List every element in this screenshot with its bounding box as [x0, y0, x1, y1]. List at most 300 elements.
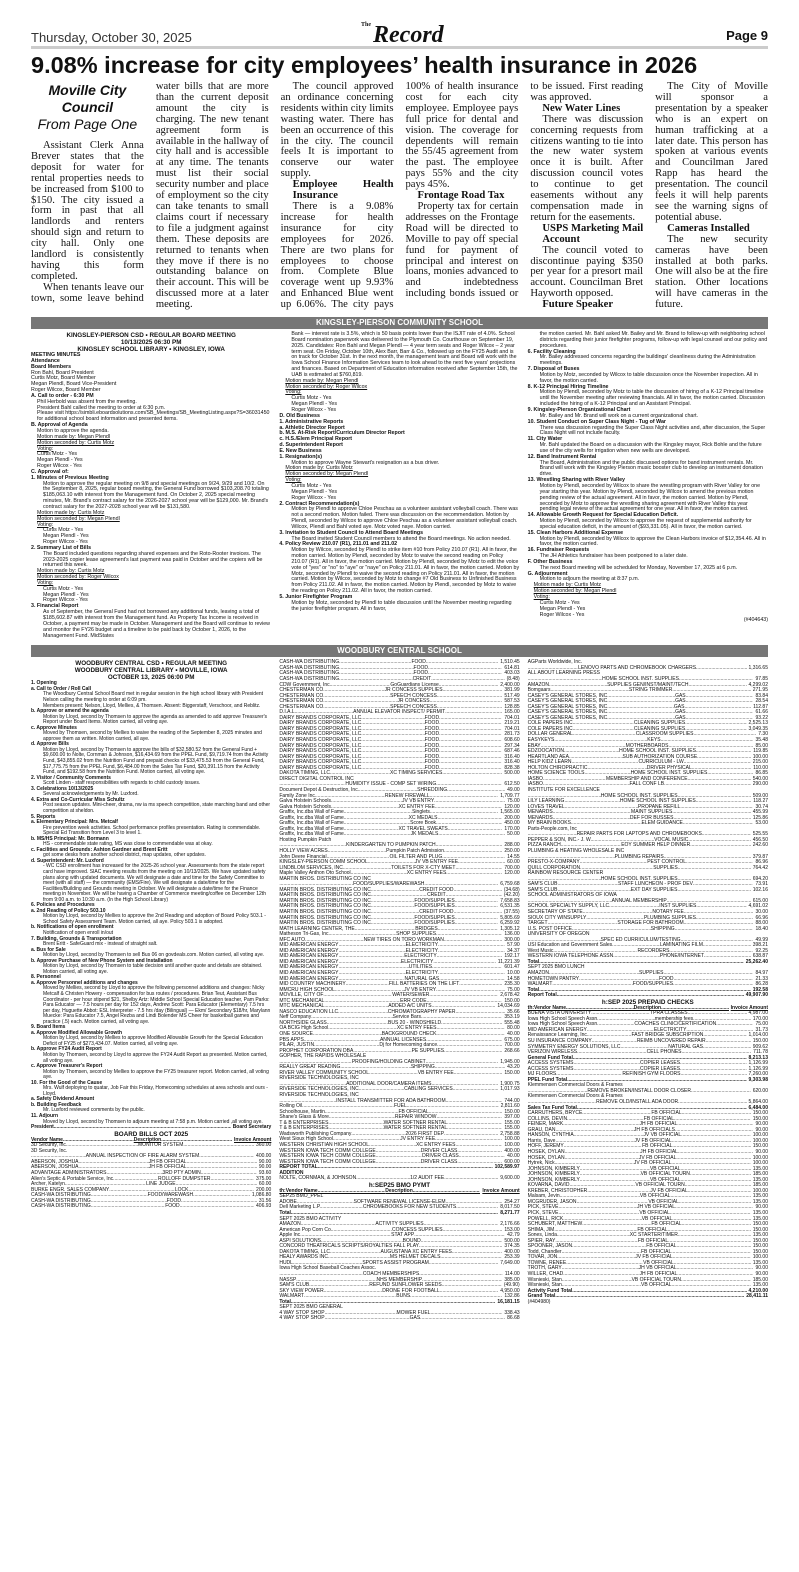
- bill-description: COPIER LEASES: [640, 1060, 681, 1067]
- notice-line: Curtis Motz - Yes: [43, 527, 84, 534]
- bill-description: SHIPPING: [410, 1064, 435, 1071]
- leader: [446, 871, 502, 877]
- bill-amount: 1,510.45: [500, 659, 520, 666]
- bill-description: KINDERGARTEN TO PUMPKIN PATCH: [346, 842, 436, 849]
- bill-description: FB OFFICIAL: [643, 1115, 675, 1122]
- vendor-name: MID COUNTRY MACHINERY: [279, 981, 346, 988]
- bill-amount: 90.00: [755, 1126, 768, 1133]
- vendor-name: th:Vendor Name: [279, 1187, 318, 1194]
- bill-amount: 150.00: [752, 1038, 768, 1045]
- bill-amount: 2,525.13: [748, 720, 768, 727]
- bill-amount: 601.47: [504, 964, 520, 971]
- vendor-name: MATH LEARNING CENTER, THE: [279, 925, 355, 932]
- notice-line: Motion by Plendl to approve Chloe Peschau as a volunteer assistant volleyball coach. There was not a second motion. Motion failed. There was discussion on the recommendation. Motion by Plendl, seconded by Wilcox to approve Chloe Peschau as a volunteer assistant volleyball coach. Wilcox, Plendl and Bahl voted aye. Motz voted naye. Motion carried.: [291, 506, 518, 530]
- notice-line: Mr. Bahl updated the Board on a discussion with the Kingsley mayor, Rick Bohle and the future use of the city wells for irrigation when new wells are developed.: [539, 442, 762, 454]
- bill-description: 1/2 AUDIT FEE: [410, 1175, 445, 1182]
- bill-amount: 102,589.97: [494, 1164, 520, 1171]
- woodbury-notice: [31, 660, 768, 1322]
- vendor-name: SYMMETRY ENERGY SOLUTIONS, LLC: [527, 1043, 621, 1050]
- bill-description: MAINT SUPPLIES: [631, 809, 673, 816]
- bill-amount: 86.96: [755, 859, 768, 866]
- bill-amount: Invoice Amount: [730, 1004, 768, 1011]
- bill-description: OIL FILTER AND PLUG: [389, 853, 443, 860]
- vendor-name: NASCO EDUCATION LLC: [279, 1008, 339, 1015]
- bill-description: CLEANING SUPPLIES: [633, 725, 686, 732]
- bill-description: Service Bars: [392, 1014, 421, 1021]
- bill-amount: 620.00: [752, 1087, 768, 1094]
- bill-description: FB OFFICIAL: [646, 1243, 677, 1250]
- bill-amount: 14,034.69: [497, 1003, 520, 1010]
- vendor-name: RIVER VALLEY COMMUNITY SCHOOL: [279, 1069, 370, 1076]
- bill-description: FALL CONF LB: [629, 781, 665, 788]
- notice-heading: 6. Facility Cleaning: [527, 348, 576, 355]
- bill-amount: 34.37: [507, 947, 520, 954]
- bill-amount: 403.03: [504, 670, 520, 677]
- bill-amount: 90.00: [755, 1270, 768, 1277]
- bill-description: membership fees: [654, 1015, 694, 1022]
- bill-amount: 102.16: [752, 886, 768, 893]
- bill-amount: 381.99: [504, 687, 520, 694]
- bill-description: JK MEDALS: [410, 831, 439, 838]
- vendor-name: COLLINS, DEVIN: [527, 1115, 568, 1122]
- notice-heading: 7. Disposal of Buses: [527, 366, 580, 373]
- bill-amount: 150.00: [752, 1143, 768, 1150]
- bill-amount: 86.85: [755, 770, 768, 777]
- bill-amount: 88.00: [755, 920, 768, 927]
- vendor-name: MID AMERICAN ENERGY: [279, 942, 339, 949]
- vendor-name: MARTIN BROS. DISTRIBUTING CO INC: [279, 903, 371, 910]
- notice-line: Motion made by: Megan Plendl: [285, 377, 359, 384]
- leader: [444, 1176, 498, 1182]
- vendor-name: MTC MECHANICAL: [279, 1003, 325, 1010]
- vendor-name: SCHUBERT, MATTHEW: [527, 1221, 583, 1228]
- leader: [678, 866, 751, 872]
- notice-line: Curtis Motz - Yes: [43, 585, 84, 592]
- bill-amount: 135.00: [752, 1198, 768, 1205]
- bill-description: CURRICULUM - LW: [638, 759, 684, 766]
- notice-line: Motion by Thomsen, second by Lloyd to approve the FY24 Audit Report as presented. Motion carried, all voting aye.: [43, 1052, 268, 1064]
- bill-amount: 360.00: [256, 1142, 272, 1149]
- bill-description: FOOD/WAREWASH: [147, 1192, 194, 1199]
- kingsley-notice: [31, 332, 768, 639]
- bill-description: VB OFFICIAL: [649, 1176, 681, 1183]
- article-paragraph: The new security cameras have been installed at both parks. One will also be at the fire station. Other locations will have cameras in the future.: [655, 233, 768, 311]
- vendor-name: MID AMERICAN ENERGY: [279, 970, 339, 976]
- bill-amount: 6,259.92: [500, 920, 520, 927]
- bill-amount: 100.00: [752, 1132, 768, 1139]
- notice-heading: d. Superintendent: Mr. Luxford: [31, 857, 104, 864]
- bill-description: FOOD/SUPPLIES: [414, 920, 455, 927]
- vendor-name: DAKOTA TIMING, LLC: [279, 770, 330, 777]
- bill-amount: 600.00: [504, 1158, 520, 1165]
- article-paragraph: The City of Moville will sponsor a presentation by a speaker who is an expert on human trafficking at a later date. This person has spoken at various events and Councilman Jared Rapp has heard the presentation. The council feels it will help parents see the warning signs of potential abuse.: [655, 81, 768, 223]
- bill-amount: 35.66: [507, 1008, 520, 1015]
- bill-amount: 1,316.65: [748, 664, 768, 671]
- bill-amount: 120.00: [504, 870, 520, 877]
- bill-amount: 1,900.75: [500, 1080, 520, 1087]
- vendor-name: D.I.A.L.: [279, 709, 297, 716]
- bill-amount: 170.00: [504, 825, 520, 832]
- notice-heading: a. Safety Dividend Amount: [31, 1096, 95, 1103]
- bill-description: GAS: [675, 709, 686, 716]
- vendor-name: CASEY'S GENERAL STORES, INC: [527, 709, 608, 716]
- bill-description: HOME SCHOOL INST. SUPPLIES: [600, 792, 678, 799]
- vendor-name: SCHOOL SPECIALTY SUPPLY, LLC: [527, 903, 610, 910]
- notice-line: Motion by Plendl, seconded by Wilcox to approve the request of supplemental authority for special education deficit, in the amount of ($93,331.05). All in favor, the motion carried.: [539, 518, 752, 530]
- vendor-name: MENARDS: [527, 809, 553, 816]
- bill-amount: 114.00: [504, 1270, 520, 1277]
- vendor-name: WILLER, CHAD: [527, 1270, 564, 1277]
- notice-line: Motion by Lloyd, second by Thomsen to approve the agenda as amended to add approve Treasurer's Report under Board Items. Motion carried, all voting aye.: [43, 713, 268, 726]
- vendor-name: (#404980): [527, 1298, 551, 1305]
- leader: [420, 1316, 505, 1322]
- bill-amount: 150.00: [752, 1243, 768, 1250]
- notice-heading: 6. Policies and Procedures: [31, 902, 95, 909]
- vendor-name: JOHNSON, KIMBERLY: [527, 1176, 580, 1183]
- vendor-name: SU INSURANCE COMPANY: [527, 1038, 592, 1045]
- bill-amount: 338.43: [504, 1309, 520, 1316]
- bill-amount: 614.81: [504, 664, 520, 671]
- notice-line: Moved by Lloyd, second by Thomsen to adjourn meeting at 7:58 p.m. Motion carried ,all voting aye.: [43, 1118, 263, 1125]
- vendor-name: AMAZON: [527, 681, 550, 688]
- notice-line: The Board, Administration and the public discussed options for band instrument rentals. Mr. Brand will work with the Kingsley Pierson music booster club to develop an instrument donation drive.: [539, 459, 763, 478]
- bill-amount: 150.00: [752, 1221, 768, 1228]
- notice-line: Scott Linden - staff responsibilities with regards to child custody issues.: [43, 780, 201, 787]
- bill-description: GAS: [409, 1315, 421, 1322]
- vendor-name: HEALY AWARDS INC: [279, 1254, 328, 1261]
- notice-line: Moved by Thomsen, second by Mellies to waive the reading of the September 8, 2025 minutes and approve them as written. Motion carried, all aye.: [43, 730, 262, 742]
- notice-heading: a. Athletic Director Report: [279, 424, 345, 431]
- cell: Invoice Amount: [234, 1136, 272, 1143]
- vendor-name: MARTIN BROS. DISTRIBUTING CO INC: [279, 892, 371, 899]
- bill-amount: 555.48: [504, 1019, 520, 1026]
- notice-line: 10/13/2025 06:30 PM: [120, 339, 182, 347]
- bill-amount: 135.00: [752, 1193, 768, 1200]
- vendor-name: Total: [527, 986, 540, 993]
- notice-heading: Board Members: [31, 363, 72, 370]
- bill-description: JH VB OFFICIAL: [636, 1204, 676, 1211]
- bill-amount: 150.00: [752, 1115, 768, 1122]
- vendor-name: BURKE ENGR. SALES COMPANY: [31, 1186, 110, 1193]
- bill-description: VB OFFICIAL: [640, 1282, 672, 1289]
- bill-description: FOOD: [424, 759, 440, 766]
- bill-amount: 75.00: [507, 798, 520, 805]
- vendor-name: SAM'S CLUB: [279, 1282, 310, 1289]
- bill-description: VB ENTRY FEE: [417, 1069, 454, 1076]
- bill-description: MONITOR SYSTEM: [137, 1142, 184, 1149]
- notice-line: Roger Wilcox, Board Member: [31, 387, 101, 394]
- bill-amount: 80.00: [507, 1025, 520, 1032]
- vendor-name: HOLTON CHIROPRACTIC: [527, 764, 588, 771]
- bill-description: DEF FOR BUSSES: [629, 814, 674, 821]
- bill-amount: 120.00: [504, 803, 520, 810]
- notice-line: The Board invited Student Council members to attend the Board meetings. No action needed.: [291, 535, 511, 542]
- vendor-name: PRESTO-X-COMPANY: [527, 859, 580, 866]
- bill-amount: 75.00: [507, 986, 520, 993]
- article-paragraph: There was discussion concerning requests from citizens wanting to tie into the new water system once it is built. After discussion council votes to continue to get easements without any compensation made in return for the easements.: [530, 113, 644, 223]
- bill-amount: 150.00: [504, 1069, 520, 1076]
- article-continued: From Page One: [37, 116, 138, 132]
- bill-row: [528, 1294, 768, 1300]
- bill-description: VB OFFICIAL: [639, 1193, 671, 1200]
- notice-line: Brent Eritt - SafeGuard mix - instead of straight salt.: [43, 941, 158, 948]
- bill-row: [279, 1316, 519, 1322]
- bill-description: FB OFFICIAL: [398, 1108, 429, 1115]
- vendor-name: KOVARNA, DAVID: [527, 1182, 570, 1189]
- bill-amount: 608.60: [504, 737, 520, 744]
- vendor-name: Iowa High School Baseball Coaches Assoc.: [279, 1265, 377, 1272]
- notice-line: WOODBURY CENTRAL LIBRARY • MOVILLE, IOWA: [74, 667, 228, 675]
- bill-amount: 185.00: [752, 1171, 768, 1178]
- bill-amount: 100.00: [504, 1141, 520, 1148]
- bill-amount: 125.86: [752, 814, 768, 821]
- bill-description: FOOD: [424, 725, 440, 732]
- bill-row: [528, 993, 768, 999]
- notice-line: Curtis Motz, Board Member: [31, 375, 96, 382]
- bill-amount: 375.00: [256, 1175, 272, 1182]
- vendor-name: CASEY'S GENERAL STORES, INC: [527, 692, 608, 699]
- bill-description: ANNUAL MEMBERSHIP: [611, 897, 667, 904]
- vendor-name: MID AMERICAN ENERGY: [279, 964, 339, 971]
- notice-line: Please visit https://simbli.eboardsolutions.com/SB_Meetings/SB_MeetingListing.aspx?S=36031450 for additional school board information and presented items.: [37, 410, 270, 423]
- bill-description: PHONE/INTERNET: [659, 953, 705, 960]
- bill-amount: 271.95: [752, 687, 768, 694]
- vendor-name: Parts-People.com, Inc: [527, 825, 577, 832]
- bill-amount: 85.00: [755, 742, 768, 749]
- notice-line: The Board included questions regarding shared expenses and the Roto-Rooter invoices. The 2023-2025 copier lease agreement's last payment was paid in October and the copiers will be returned this week.: [43, 550, 263, 569]
- notice-line: Voting:: [533, 594, 550, 600]
- vendor-name: AMAZON: [527, 970, 550, 976]
- bill-amount: 6,484.00: [748, 1104, 768, 1111]
- notice-line: Curtis Motz - Yes: [37, 451, 78, 458]
- bill-amount: 1,086.80: [251, 1192, 272, 1199]
- bill-amount: 1,126.99: [748, 1060, 768, 1067]
- leader: [359, 1087, 404, 1093]
- bill-amount: 150.00: [752, 1226, 768, 1233]
- notice-heading: 16. Fundraiser Requests: [527, 547, 590, 554]
- vendor-name: MARTIN BROS. DISTRIBUTING CO INC: [279, 908, 371, 915]
- bill-description: Score Book: [410, 820, 437, 827]
- vendor-name: MARTIN BROS. DISTRIBUTING CO INC: [279, 875, 371, 882]
- bill-amount: 135.00: [752, 1232, 768, 1239]
- bill-amount: 219.21: [504, 720, 520, 727]
- bill-description: Description: [633, 1004, 662, 1011]
- leader: [454, 1071, 503, 1077]
- bill-amount: 290.00: [752, 781, 768, 788]
- notice-heading: 5. Reports: [31, 813, 56, 820]
- vendor-name: West Music: [527, 947, 554, 954]
- notice-heading: 8. K-12 Principal Hiring Timeline: [527, 383, 609, 390]
- notice-line: Phil Herbold was absent from the meeting.: [37, 398, 137, 405]
- bill-amount: 150.00: [752, 1110, 768, 1117]
- bill-description: FOOD/SUPPLIES: [414, 897, 455, 904]
- leader: [696, 666, 746, 672]
- bill-amount: 517.49: [504, 692, 520, 699]
- bill-description: PE SUPPLIES: [411, 1047, 445, 1054]
- bill-amount: 316.40: [504, 759, 520, 766]
- vendor-name: AMAZON: [279, 1221, 301, 1228]
- bill-description: HOME SCHOOL INST SUPPLIES: [619, 798, 696, 805]
- notice-heading: a. Bus for Sale: [31, 946, 66, 953]
- notice-column: [528, 660, 768, 1322]
- bill-amount: 90.00: [755, 1265, 768, 1272]
- vendor-name: PILAR, JUSTIN: [279, 1042, 315, 1049]
- bill-amount: 638.87: [752, 953, 768, 960]
- vendor-name: IASBO: [527, 781, 543, 788]
- notice-line: BOARD BILLS OCT 2025: [114, 1130, 189, 1138]
- notice-heading: a. Approve Personnel additions and changes: [31, 979, 138, 986]
- vendor-name: ABERSON, JOSHUA: [31, 1158, 79, 1165]
- bill-amount: 5,805.69: [500, 914, 520, 921]
- bill-amount: 200.00: [256, 1186, 272, 1193]
- notice-line: Voting:: [37, 579, 54, 586]
- vendor-name: Klemmensen Commercial Doors & Frames: [527, 1093, 623, 1100]
- notice-line: Motion by Plendl, seconded by Wilcox to approve the Clean Harbors invoice of $12,354.46. All in favor, the motion carried.: [539, 535, 766, 548]
- vendor-name: WESTERN IOWA TECH COMM COLLEGE: [279, 1158, 376, 1165]
- bill-amount: 165.00: [504, 709, 520, 716]
- bill-amount: 398.21: [752, 942, 768, 949]
- vendor-name: U.S. POST OFFICE: [527, 925, 573, 932]
- notice-heading: A. Call to order - 6:30 PM: [31, 392, 94, 399]
- vendor-name: PLUMBING & HEATING WHOLESALE INC: [527, 847, 625, 854]
- bill-description: MS HELMET DECALS: [389, 1254, 441, 1261]
- vendor-name: IASBO: [527, 775, 543, 782]
- bill-amount: 100.00: [752, 1137, 768, 1144]
- bill-description: FOOD/SUPPLIES: [414, 914, 455, 921]
- bill-amount: 7.30: [758, 731, 768, 738]
- vendor-name: ALL ABOUT LEARNING PRESS: [527, 670, 600, 677]
- bill-description: XC ENTRY FEES: [406, 870, 447, 877]
- vendor-name: Rolling Oil: [279, 1103, 303, 1110]
- bill-amount: 200.00: [504, 814, 520, 821]
- bill-amount: 4,950.00: [500, 1287, 520, 1294]
- notice-line: Motion by Motz, seconded by Plendl to table discussion until the November meeting regarding the junior firefighter program. All in favor,: [291, 599, 512, 612]
- vendor-name: LINDBLOM SERVICES, INC.: [279, 864, 345, 871]
- vendor-name: REPORT TOTAL: [279, 1164, 318, 1171]
- bill-description: SUPPLIES GEN/INST/MAINT/TECH: [607, 681, 689, 688]
- bill-description: FOOD: [659, 975, 674, 982]
- bill-description: CHROMATOGRAPHY PAPER: [387, 1008, 456, 1015]
- vendor-name: Graffix, Inc.dba Wall of Fame: [279, 809, 344, 816]
- cell: Vendor Name: [31, 1136, 63, 1143]
- notice-heading: 1. Administrative Reports: [279, 418, 344, 425]
- bill-amount: 1,709.77: [500, 792, 520, 799]
- notice-line: Ron Bahl, Board President: [31, 369, 94, 376]
- bill-amount: 1,945.00: [500, 1058, 520, 1065]
- vendor-name: NORTHSIDE GLASS: [279, 1019, 327, 1026]
- notice-heading: c. Approve Treasurer's Report: [31, 1063, 103, 1070]
- bill-amount: 11,221.39: [497, 958, 520, 965]
- notice-column: [31, 660, 271, 1322]
- notice-line: Mr. Bailey and Mr. Brand will work on a current organizational chart.: [539, 412, 699, 419]
- vendor-name: MJ FLOORS: [527, 1071, 557, 1078]
- vendor-name: TOWNE, RENEE: [527, 1259, 567, 1266]
- notice-line: Motion by Thomsen, second by Mellies to approve the FY25 treasurer report. Motion carried, all voting aye.: [43, 1068, 269, 1081]
- vendor-name: Wisnieski, Stan: [527, 1282, 562, 1289]
- bill-amount: 2,400.00: [500, 681, 520, 688]
- vendor-name: SEPT 2025 BMO LUNCH: [527, 964, 585, 971]
- bill-amount: 150.00: [504, 1108, 520, 1115]
- notice-heading: 3. Celebrations 10/13/2025: [31, 785, 94, 792]
- bill-description: FOOD/SUPPLIES/WAREWASH: [353, 881, 425, 888]
- vendor-name: Iowa High School Speech Assn: [527, 1021, 598, 1028]
- bill-description: PLUMBING REPAIRS: [614, 853, 664, 860]
- bill-amount: 93.60: [258, 1169, 272, 1176]
- bill-description: VB OFFICIAL: [649, 1165, 681, 1172]
- notice-heading: a. Approve Modified Allowable Growth: [31, 1029, 123, 1036]
- bill-description: WATER SOFTNER RENTAL: [383, 1119, 448, 1126]
- bill-amount: 50.00: [507, 831, 520, 838]
- vendor-name: CHESTERMAN CO.: [279, 698, 325, 705]
- bill-description: JV VB ENTRY: [403, 986, 437, 993]
- bill-amount: 704.01: [504, 725, 520, 732]
- bill-description: REPAIR PARTS FOR LAPTOPS AND CHROMEBOOKS: [576, 831, 702, 838]
- notice-line: Several acknowledgements by Mr. Luxford.: [43, 791, 139, 798]
- bill-description: HOME SCHOOL INST. SUPPLIES: [600, 875, 678, 882]
- bill-description: ERR CODE: [400, 997, 427, 1004]
- vendor-name: Total: [279, 1209, 291, 1216]
- vendor-name: WESTERN IOWA TECH COMM COLLEGE: [279, 1153, 376, 1160]
- leader: [91, 1204, 165, 1210]
- article-subhead: New Water Lines: [542, 102, 621, 114]
- bill-description: FB OFFICIAL: [642, 1143, 673, 1150]
- bill-description: XC TRAVEL SWEATS: [398, 825, 448, 832]
- notice-heading: 1. Minutes of Previous Meeting: [31, 474, 109, 481]
- vendor-name: RIVERSIDE TECHNOLOGIES, INC: [279, 1086, 359, 1093]
- notice-heading: c. H.S./Elem Principal Report: [279, 436, 353, 443]
- notice-line: Motion made by: Curtis Motz: [37, 568, 105, 575]
- bill-row: [31, 1204, 271, 1210]
- vendor-name: MID AMERICAN ENERGY: [279, 953, 339, 960]
- notice-line: Roger Wilcox - Yes: [291, 494, 337, 501]
- bill-amount: 135.00: [752, 1259, 768, 1266]
- bill-amount: 155.00: [504, 1119, 520, 1126]
- bill-description: ADDED A/C UNITS: [388, 1003, 432, 1010]
- vendor-name: REALLY GREAT READING: [279, 1064, 341, 1071]
- bill-amount: 297.34: [504, 742, 520, 749]
- vendor-name: DAIRY BRANDS CORPORATE, LLC: [279, 748, 362, 755]
- bill-amount: 9,303.98: [748, 1076, 768, 1083]
- bill-description: JR CONCESS: [397, 698, 430, 705]
- vendor-name: Wadsworth Publishing Company: [279, 1130, 352, 1137]
- leader: [677, 888, 750, 894]
- notice-line: KINGSLEY-PIERSON CSD • REGULAR BOARD MEETING: [66, 332, 236, 340]
- notice-line: Voting:: [37, 445, 54, 452]
- vendor-name: Neff Company: [279, 1014, 312, 1021]
- notice-heading: b. M.S. At-Risk Report/Curriculum Director Report: [279, 430, 405, 437]
- bill-description: FOOD: [424, 714, 440, 721]
- vendor-name: GOPHER, THE RAPIDS WHOLESALE: [279, 1053, 367, 1060]
- bill-amount: 4,691.02: [748, 903, 768, 910]
- bill-description: INST SUPPLIES: [659, 903, 697, 910]
- cell: Description: [133, 1136, 162, 1143]
- vendor-name: RIVERSIDE TECHNOLOGIES, INC: [279, 1092, 359, 1099]
- bill-description: SHIPPING: [650, 925, 675, 932]
- bill-amount: 155.00: [504, 1125, 520, 1132]
- bill-amount: 14.55: [507, 853, 520, 860]
- bill-description: DRIVER CLASS: [420, 1158, 458, 1165]
- vendor-name: SAM'S CLUB: [527, 881, 558, 888]
- bill-amount: 4,299.02: [748, 681, 768, 688]
- bill-description: EOY SUMMER HELP DINNER: [621, 842, 691, 849]
- notice-line: Post season updates. Mini-cheer, drama, nw ia ms speech competition, state marching band and other competition at sheldon.: [43, 802, 271, 814]
- bill-description: COACH MEMBERSHIPS: [362, 1270, 420, 1277]
- bill-description: DRIVER CLASS: [420, 1147, 458, 1154]
- notice-heading: a. Elementary Principal: Mrs. Metcalf: [31, 819, 118, 826]
- bill-amount: 185.00: [752, 1182, 768, 1189]
- bill-description: ACTIVITY SUPPLIES: [375, 1221, 424, 1228]
- bill-description: REMOVE BROKEN/INSTALL DOOR CLOSER: [587, 1087, 691, 1094]
